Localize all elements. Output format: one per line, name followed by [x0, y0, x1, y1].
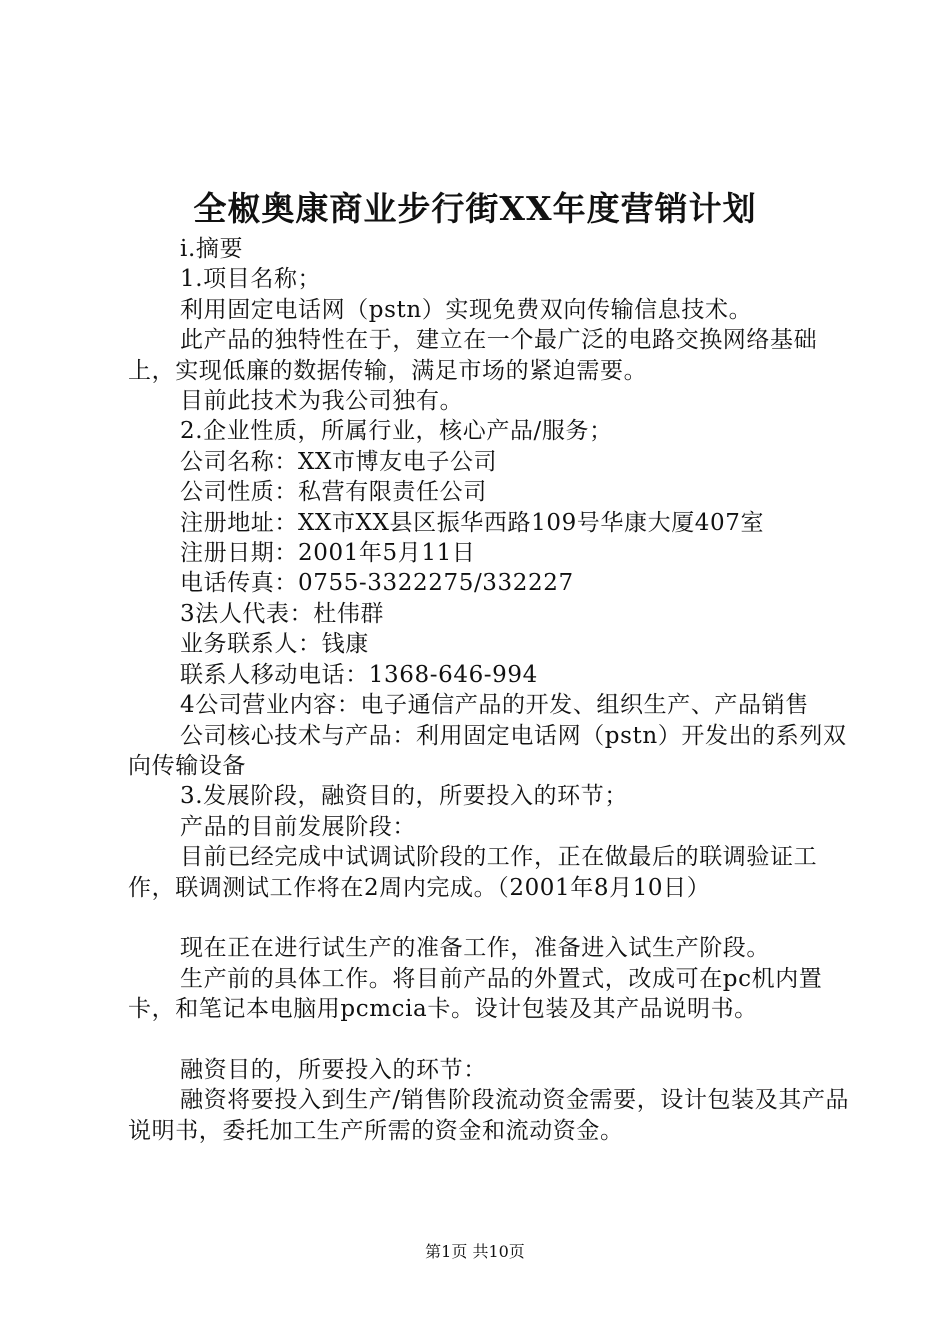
- paragraph-business-contact: 业务联系人：钱康: [180, 631, 369, 658]
- paragraph-financing-use: 融资将要投入到生产/销售阶段流动资金需要，设计包装及其产品说明书，委托加工生产所需的资金和流动资金。: [128, 1087, 850, 1144]
- paragraph-legal-representative: 3法人代表：杜伟群: [180, 600, 385, 627]
- page-number-footer: 第1页 共10页: [425, 1242, 525, 1261]
- paragraph-registration-date: 注册日期：2001年5月11日: [180, 540, 476, 567]
- document-body: [128, 234, 850, 1146]
- paragraph-current-stage-label: 产品的目前发展阶段：: [180, 813, 416, 840]
- paragraph-contact-mobile: 联系人移动电话：1368-646-994: [180, 661, 538, 688]
- paragraph-phone-fax: 电话传真：0755-3322275/332227: [180, 570, 574, 597]
- paragraph-pilot-testing: 目前已经完成中试调试阶段的工作，正在做最后的联调验证工作，联调测试工作将在2周内完成。（2001年8月10日）: [128, 844, 818, 901]
- paragraph-company-name: 公司名称：XX市博友电子公司: [180, 448, 498, 475]
- paragraph-business-scope: 4公司营业内容：电子通信产品的开发、组织生产、产品销售: [180, 692, 809, 719]
- paragraph-financing-purpose-heading: 融资目的，所要投入的环节：: [180, 1056, 487, 1083]
- paragraph-core-technology: 公司核心技术与产品：利用固定电话网（pstn）开发出的系列双向传输设备: [128, 722, 847, 779]
- paragraph-company-type: 公司性质：私营有限责任公司: [180, 479, 487, 506]
- paragraph-trial-production: 现在正在进行试生产的准备工作，准备进入试生产阶段。: [180, 935, 770, 962]
- paragraph-project-description: 利用固定电话网（pstn）实现免费双向传输信息技术。: [180, 296, 753, 323]
- paragraph-company-nature-heading: 2.企业性质，所属行业，核心产品/服务；: [180, 418, 613, 445]
- paragraph-summary-heading: i.摘要: [180, 236, 244, 262]
- paragraph-project-name-heading: 1.项目名称；: [180, 266, 322, 293]
- paragraph-exclusive-technology: 目前此技术为我公司独有。: [180, 388, 464, 415]
- paragraph-development-stage-heading: 3.发展阶段，融资目的，所要投入的环节；: [180, 783, 628, 810]
- paragraph-registered-address: 注册地址：XX市XX县区振华西路109号华康大厦407室: [180, 509, 765, 536]
- paragraph-pre-production-work: 生产前的具体工作。将目前产品的外置式，改成可在pc机内置卡，和笔记本电脑用pcmcia卡。设计包装及其产品说明书。: [128, 965, 823, 1023]
- paragraph-product-uniqueness: 此产品的独特性在于，建立在一个最广泛的电路交换网络基础上，实现低廉的数据传输，满足市场的紧迫需要。: [128, 327, 818, 384]
- document-title: 全椒奥康商业步行街XX年度营销计划: [193, 189, 757, 228]
